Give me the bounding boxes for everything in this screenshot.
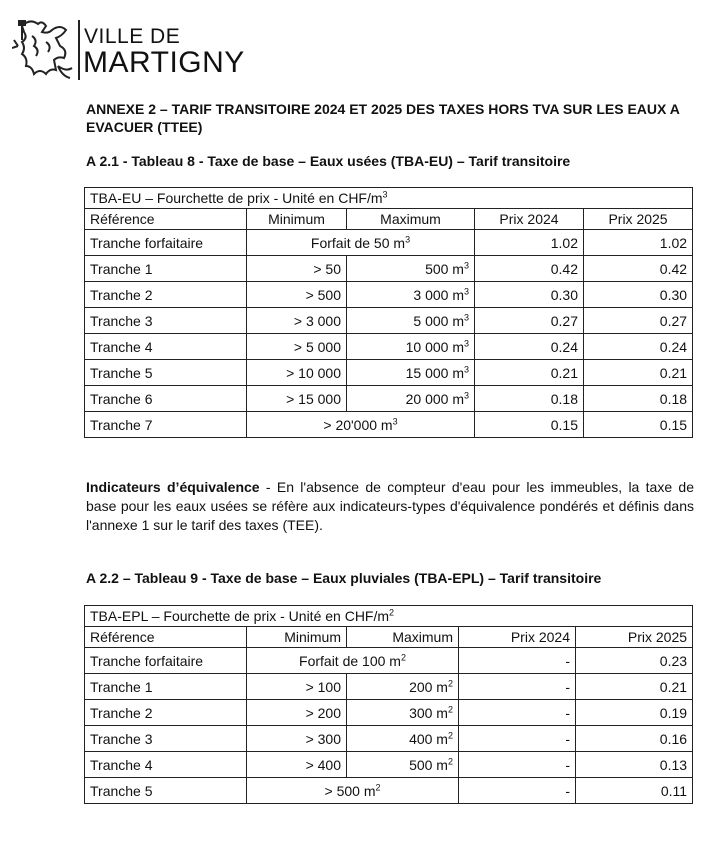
table-row — [85, 308, 693, 334]
col-header-minimum: Minimum — [247, 627, 347, 648]
cell-prix-2025: 0.42 — [584, 256, 693, 282]
cell-range: > 20'000 $m^3$ — [247, 412, 475, 438]
cell-minimum: > 200 — [247, 700, 347, 726]
cell-forfait: Forfait de 100 $m^2$ — [247, 648, 459, 674]
cell-minimum: > 500 — [247, 282, 347, 308]
cell-reference: Tranche forfaitaire — [85, 230, 247, 256]
col-header-prix-2025: Prix 2025 — [576, 627, 693, 648]
table-row — [85, 282, 693, 308]
cell-minimum: > 10 000 — [247, 360, 347, 386]
table8-heading: A 2.1 - Tableau 8 - Taxe de base – Eaux usées (TBA-EU) – Tarif transitoire — [86, 153, 571, 169]
cell-reference: Tranche 6 — [85, 386, 247, 412]
cell-prix-2024: 0.18 — [475, 386, 584, 412]
cell-minimum: > 50 — [247, 256, 347, 282]
table-caption-row — [85, 606, 693, 627]
table9-heading: A 2.2 – Tableau 9 - Taxe de base – Eaux pluviales (TBA-EPL) – Tarif transitoire — [86, 570, 602, 586]
annexe-title: ANNEXE 2 – TARIF TRANSITOIRE 2024 ET 2025 DES TAXES HORS TVA SUR LES EAUX A EVACUER (TTEE) — [86, 101, 680, 135]
cell-prix-2025: 0.11 — [576, 778, 693, 804]
cell-maximum: 500 $m^3$ — [347, 256, 475, 282]
cell-minimum: > 15 000 — [247, 386, 347, 412]
cell-reference: Tranche 2 — [85, 282, 247, 308]
cell-prix-2025: 0.21 — [584, 360, 693, 386]
cell-reference: Tranche 1 — [85, 256, 247, 282]
table-row — [85, 674, 693, 700]
cell-maximum: 500 $m^2$ — [347, 752, 459, 778]
cell-minimum: > 100 — [247, 674, 347, 700]
cell-prix-2024: - — [459, 726, 576, 752]
cell-prix-2025: 0.13 — [576, 752, 693, 778]
cell-reference: Tranche 4 — [85, 334, 247, 360]
cell-prix-2025: 0.30 — [584, 282, 693, 308]
table-row — [85, 752, 693, 778]
col-header-reference: Référence — [85, 627, 247, 648]
table-row — [85, 360, 693, 386]
table-row — [85, 726, 693, 752]
cell-prix-2025: 0.18 — [584, 386, 693, 412]
cell-prix-2025: 0.19 — [576, 700, 693, 726]
cell-maximum: 15 000 $m^3$ — [347, 360, 475, 386]
table-header-row — [85, 209, 693, 230]
cell-reference: Tranche 3 — [85, 308, 247, 334]
table-row — [85, 700, 693, 726]
table-row — [85, 412, 693, 438]
cell-prix-2024: - — [459, 674, 576, 700]
table-tba-epl — [84, 605, 693, 804]
cell-maximum: 20 000 $m^3$ — [347, 386, 475, 412]
col-header-prix-2024: Prix 2024 — [459, 627, 576, 648]
cell-prix-2024: 0.24 — [475, 334, 584, 360]
cell-prix-2025: 0.24 — [584, 334, 693, 360]
cell-prix-2025: 0.21 — [576, 674, 693, 700]
cell-range: > 500 $m^2$ — [247, 778, 459, 804]
col-header-maximum: Maximum — [347, 627, 459, 648]
cell-prix-2024: 1.02 — [475, 230, 584, 256]
cell-maximum: 5 000 $m^3$ — [347, 308, 475, 334]
cell-reference: Tranche 4 — [85, 752, 247, 778]
table-row — [85, 386, 693, 412]
cell-prix-2024: - — [459, 700, 576, 726]
cell-prix-2024: 0.21 — [475, 360, 584, 386]
col-header-minimum: Minimum — [247, 209, 347, 230]
cell-prix-2025: 0.23 — [576, 648, 693, 674]
table-row — [85, 648, 693, 674]
cell-minimum: > 300 — [247, 726, 347, 752]
cell-prix-2024: 0.42 — [475, 256, 584, 282]
cell-prix-2024: - — [459, 648, 576, 674]
cell-prix-2024: - — [459, 752, 576, 778]
table-caption-row — [85, 188, 693, 209]
table-header-row — [85, 627, 693, 648]
cell-reference: Tranche forfaitaire — [85, 648, 247, 674]
col-header-maximum: Maximum — [347, 209, 475, 230]
cell-prix-2025: 0.27 — [584, 308, 693, 334]
cell-reference: Tranche 3 — [85, 726, 247, 752]
table-row — [85, 256, 693, 282]
cell-minimum: > 5 000 — [247, 334, 347, 360]
cell-reference: Tranche 5 — [85, 360, 247, 386]
table-tba-eu — [84, 187, 693, 438]
letterhead — [12, 14, 312, 86]
header-city: MARTIGNY — [83, 46, 245, 79]
cell-prix-2025: 0.16 — [576, 726, 693, 752]
cell-prix-2025: 1.02 — [584, 230, 693, 256]
cell-prix-2024: 0.15 — [475, 412, 584, 438]
col-header-prix-2025: Prix 2025 — [584, 209, 693, 230]
equivalence-paragraph: Indicateurs d’équivalence - En l'absence de compteur d'eau pour les immeubles, la taxe de base pour les eaux usées se réfère aux indicateurs-types d'équivalence pondérés et définis dans l'annexe 1 sur le tarif des taxes (TEE). — [86, 479, 694, 533]
table-caption: TBA-EPL – Fourchette de prix - Unité en CHF/$m^2$ — [85, 606, 693, 627]
cell-maximum: 3 000 $m^3$ — [347, 282, 475, 308]
cell-maximum: 300 $m^2$ — [347, 700, 459, 726]
header-ville: VILLE DE — [84, 25, 181, 48]
cell-maximum: 10 000 $m^3$ — [347, 334, 475, 360]
table-caption: TBA-EU – Fourchette de prix - Unité en CHF/$m^3$ — [85, 188, 693, 209]
cell-minimum: > 3 000 — [247, 308, 347, 334]
cell-forfait: Forfait de 50 $m^3$ — [247, 230, 475, 256]
cell-prix-2025: 0.15 — [584, 412, 693, 438]
cell-minimum: > 400 — [247, 752, 347, 778]
cell-reference: Tranche 1 — [85, 674, 247, 700]
cell-reference: Tranche 7 — [85, 412, 247, 438]
cell-prix-2024: 0.30 — [475, 282, 584, 308]
cell-reference: Tranche 5 — [85, 778, 247, 804]
col-header-reference: Référence — [85, 209, 247, 230]
table-row — [85, 778, 693, 804]
cell-maximum: 200 $m^2$ — [347, 674, 459, 700]
header-divider — [78, 20, 80, 80]
cell-maximum: 400 $m^2$ — [347, 726, 459, 752]
lion-crest-icon — [12, 16, 74, 82]
cell-reference: Tranche 2 — [85, 700, 247, 726]
cell-prix-2024: 0.27 — [475, 308, 584, 334]
table-row — [85, 230, 693, 256]
col-header-prix-2024: Prix 2024 — [475, 209, 584, 230]
table-row — [85, 334, 693, 360]
cell-prix-2024: - — [459, 778, 576, 804]
